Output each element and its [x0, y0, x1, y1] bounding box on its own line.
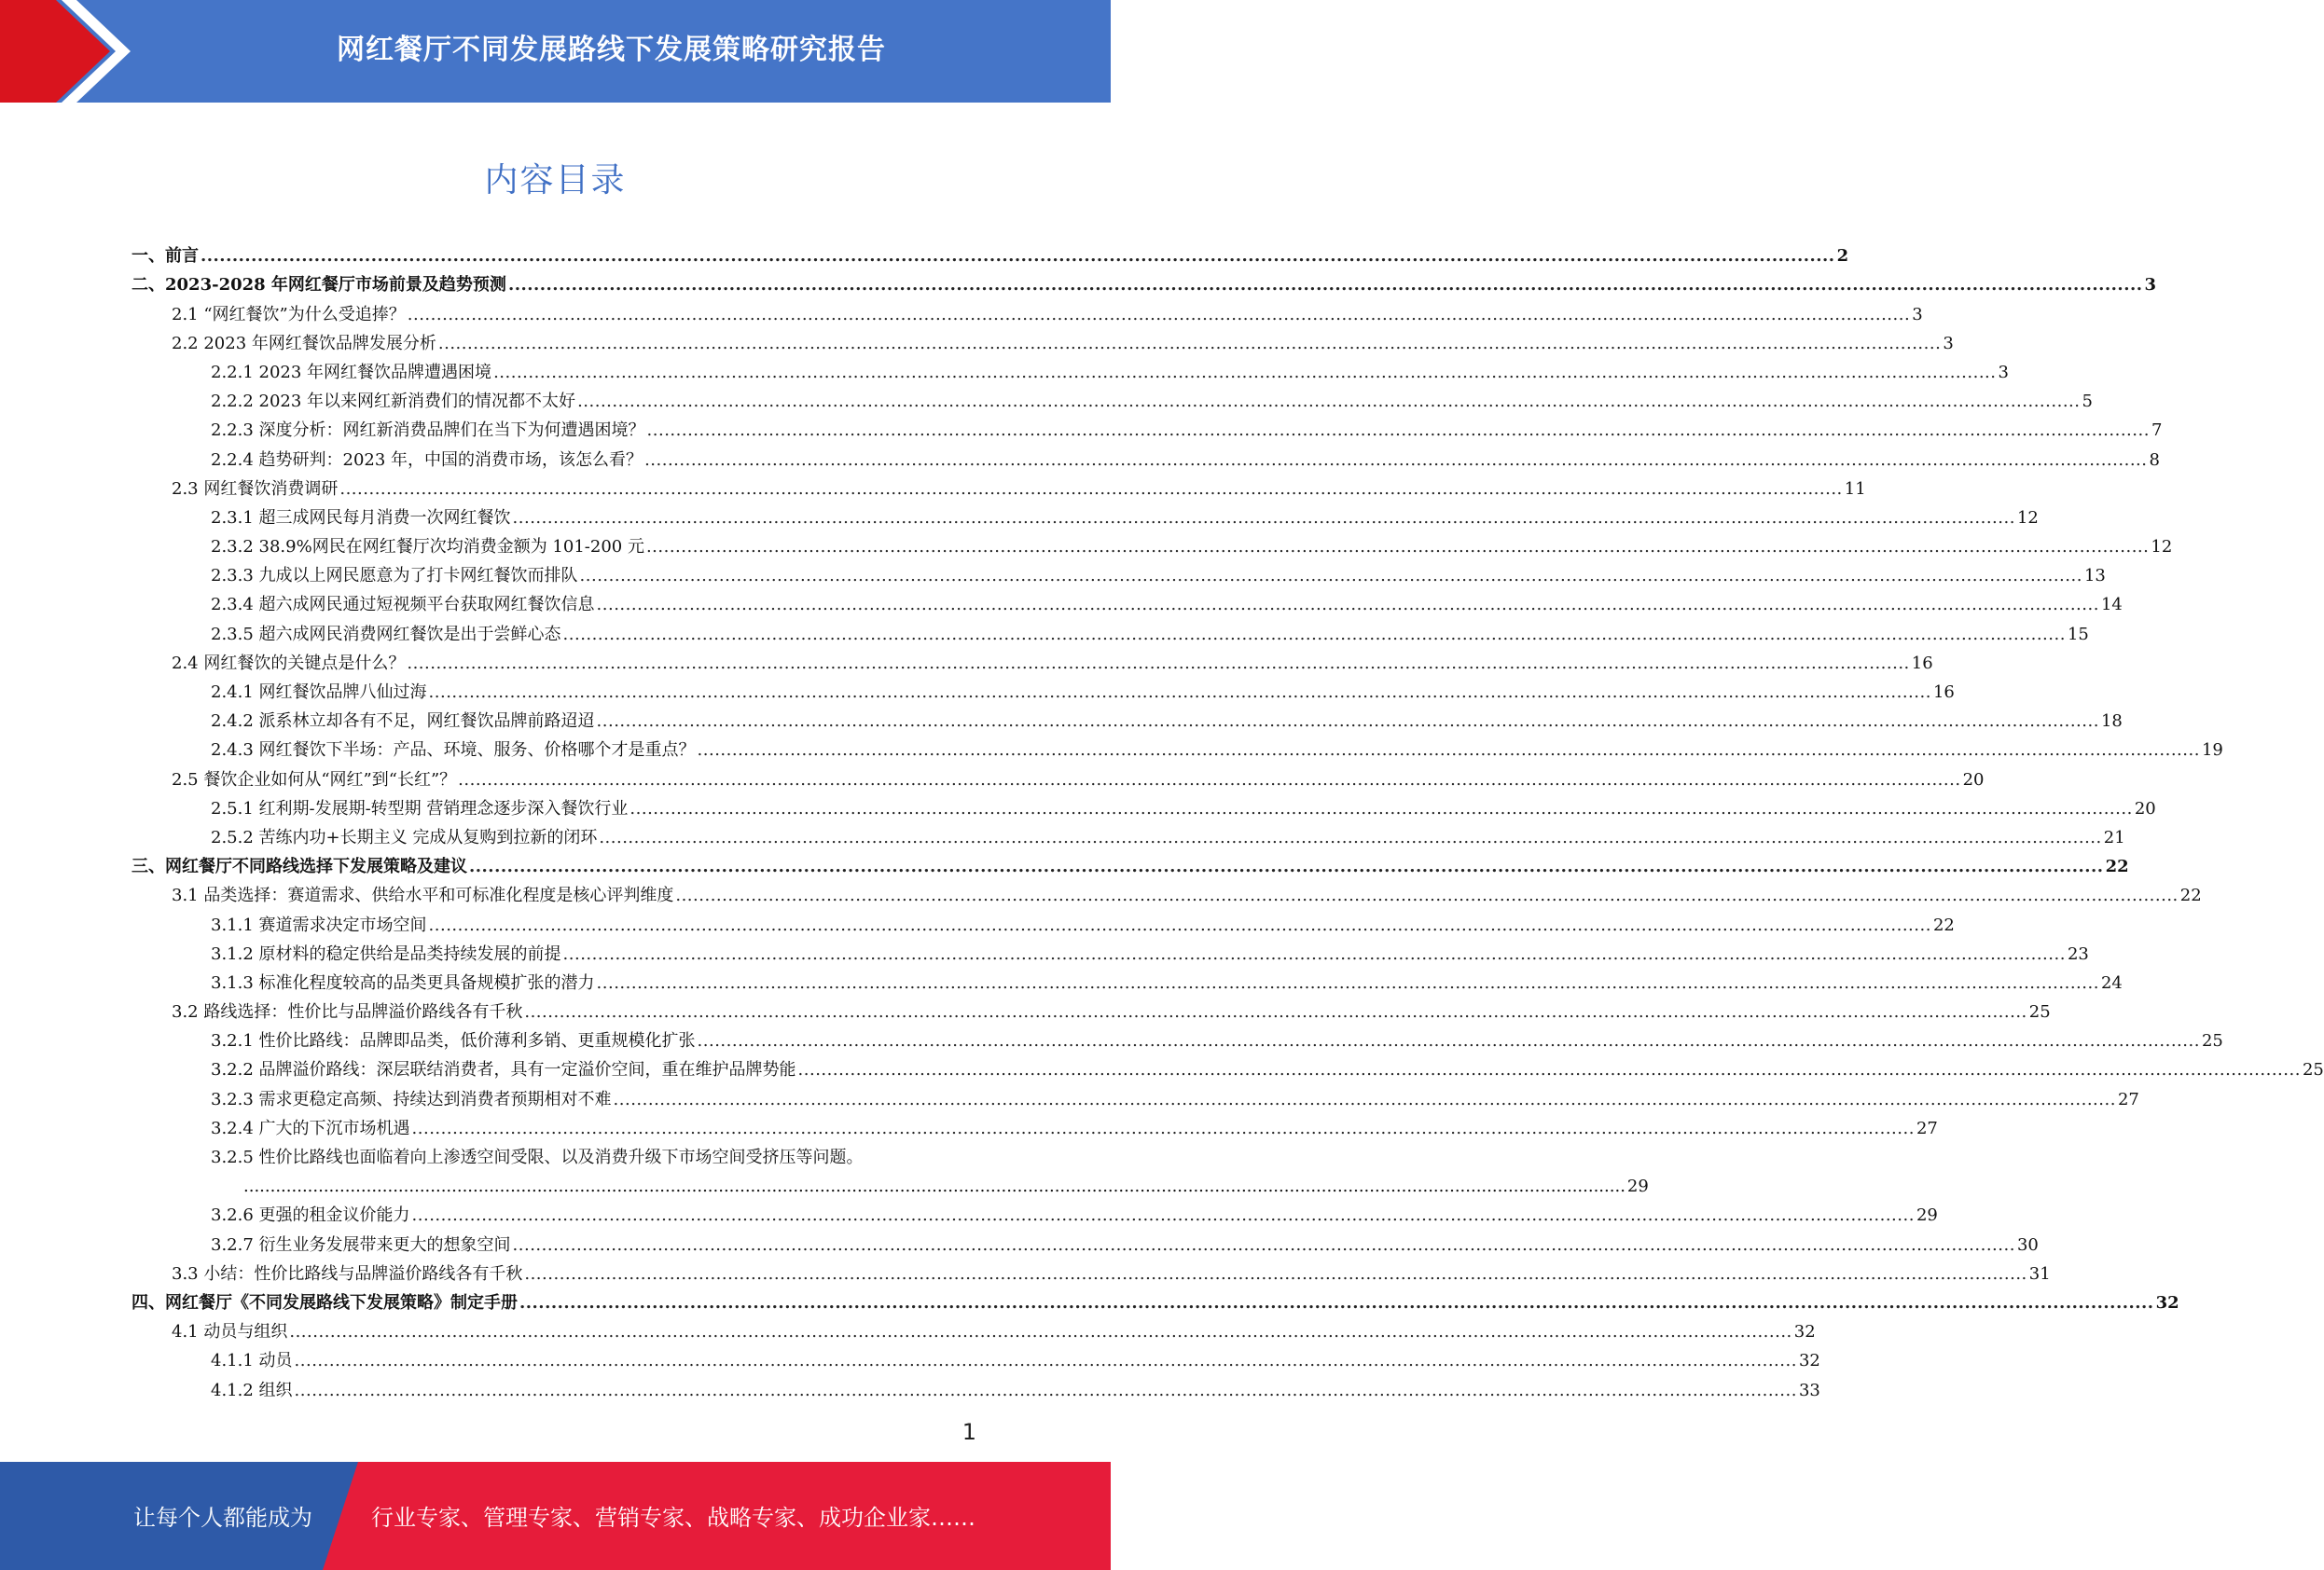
toc-entry-title: 2.4.3 网红餐饮下半场：产品、环境、服务、价格哪个才是重点？ — [211, 740, 696, 761]
toc-entry[interactable] — [131, 1052, 2324, 1081]
toc-dot-leader — [698, 740, 2200, 761]
toc-dot-leader — [339, 479, 1842, 500]
toc-entry-page: 12 — [2016, 507, 2039, 528]
toc-entry[interactable] — [131, 615, 2089, 644]
footer-slogan-left: 让每个人都能成为 — [133, 1505, 312, 1531]
toc-entry-page: 21 — [2103, 827, 2125, 847]
toc-entry[interactable] — [131, 761, 1985, 790]
toc-entry-title: 3.1.1 赛道需求决定市场空间 — [211, 915, 427, 935]
toc-entry[interactable] — [131, 471, 1866, 500]
toc-dot-leader — [201, 246, 1835, 267]
toc-dot-leader — [629, 799, 2132, 819]
toc-entry[interactable] — [131, 1371, 1820, 1400]
toc-entry-page: 32 — [1798, 1351, 1820, 1371]
toc-entry-title: 3.2 路线选择：性价比与品牌溢价路线各有千秋 — [172, 1002, 523, 1023]
toc-entry-title: 2.2.2 2023 年以来网红新消费们的情况都不太好 — [211, 392, 576, 412]
red-chevron-decoration — [0, 0, 149, 103]
toc-heading: 内容目录 — [484, 161, 627, 200]
toc-entry-page: 31 — [2028, 1263, 2051, 1284]
toc-dot-leader — [647, 420, 2150, 441]
toc-entry[interactable] — [131, 906, 1955, 935]
footer-slogan-right: 行业专家、管理专家、营销专家、战略专家、成功企业家…… — [371, 1505, 975, 1531]
toc-entry-page: 27 — [2117, 1089, 2139, 1109]
toc-entry[interactable] — [131, 238, 1849, 267]
toc-entry-title: 2.5.2 苦练内功+长期主义 完成从复购到拉新的闭环 — [211, 827, 598, 847]
toc-entry[interactable] — [131, 1285, 2179, 1314]
toc-entry-page: 25 — [2302, 1060, 2324, 1081]
toc-dot-leader — [698, 1031, 2200, 1052]
toc-entry-continuation — [131, 1168, 1649, 1197]
toc-entry[interactable] — [131, 1226, 2039, 1255]
toc-entry-page: 29 — [1916, 1205, 1938, 1226]
toc-entry-title: 2.3.1 超三成网民每月消费一次网红餐饮 — [211, 507, 511, 528]
toc-entry-page: 12 — [2151, 537, 2173, 558]
toc-dot-leader — [289, 1322, 1791, 1343]
toc-entry-page: 33 — [1798, 1380, 1820, 1400]
toc-entry-title: 3.2.3 需求更稳定高频、持续达到消费者预期相对不难 — [211, 1089, 612, 1109]
toc-entry-title: 一、前言 — [131, 246, 199, 267]
toc-entry-title: 4.1.2 组织 — [211, 1380, 293, 1400]
toc-entry-page: 22 — [2179, 886, 2202, 906]
toc-dot-leader — [438, 334, 1941, 354]
toc-entry[interactable] — [131, 441, 2160, 470]
toc-dot-leader — [597, 711, 2099, 732]
toc-entry[interactable] — [131, 994, 2051, 1023]
toc-entry-page: 32 — [2155, 1292, 2179, 1313]
toc-entry[interactable] — [131, 325, 1954, 354]
toc-entry[interactable] — [131, 819, 2125, 848]
toc-entry[interactable] — [131, 1197, 1938, 1226]
toc-dot-leader — [412, 1119, 1915, 1139]
toc-entry-title: 3.1.2 原材料的稳定供给是品类持续发展的前提 — [211, 943, 561, 964]
toc-entry[interactable] — [131, 703, 2123, 732]
toc-entry-page: 25 — [2201, 1031, 2223, 1052]
toc-entry[interactable] — [131, 267, 2157, 296]
toc-dot-leader — [597, 973, 2099, 994]
toc-entry[interactable] — [131, 1081, 2139, 1109]
toc-entry-title: 3.3 小结：性价比路线与品牌溢价路线各有千秋 — [172, 1263, 523, 1284]
toc-dot-leader — [243, 1177, 1625, 1197]
toc-entry-title: 3.1 品类选择：赛道需求、供给水平和可标准化程度是核心评判维度 — [172, 886, 674, 906]
toc-entry[interactable] — [131, 412, 2163, 441]
toc-entry-title: 二、2023-2028 年网红餐厅市场前景及趋势预测 — [131, 275, 506, 296]
toc-dot-leader — [508, 275, 2143, 296]
toc-dot-leader — [597, 595, 2099, 615]
toc-dot-leader — [577, 392, 2080, 412]
toc-entry-title: 3.1.3 标准化程度较高的品类更具备规模扩张的潜力 — [211, 972, 595, 993]
toc-entry-title: 2.2 2023 年网红餐饮品牌发展分析 — [172, 333, 436, 353]
toc-entry[interactable] — [131, 674, 1955, 703]
toc-dot-leader — [458, 770, 1960, 791]
toc-entry[interactable] — [131, 965, 2123, 994]
toc-entry[interactable] — [131, 1343, 1820, 1371]
toc-entry-page: 7 — [2151, 420, 2163, 441]
toc-entry-title: 3.2.4 广大的下沉市场机遇 — [211, 1118, 410, 1138]
toc-entry[interactable] — [131, 877, 2202, 906]
page-number: 1 — [961, 1419, 976, 1445]
toc-entry-title: 3.2.6 更强的租金议价能力 — [211, 1205, 410, 1226]
toc-entry[interactable] — [131, 645, 1933, 674]
toc-entry-title: 3.2.7 衍生业务发展带来更大的想象空间 — [211, 1234, 511, 1255]
toc-entry[interactable] — [131, 1110, 1938, 1139]
toc-entry-page: 14 — [2100, 595, 2123, 615]
toc-entry[interactable] — [131, 296, 1923, 324]
toc-dot-leader — [469, 857, 2104, 877]
toc-dot-leader — [563, 944, 2066, 965]
toc-entry-page: 16 — [1932, 682, 1955, 702]
toc-entry-title: 4.1 动员与组织 — [172, 1322, 288, 1343]
toc-dot-leader — [408, 305, 1910, 325]
toc-entry-page: 16 — [1911, 653, 1933, 673]
toc-entry[interactable] — [131, 383, 2093, 412]
toc-entry-page: 23 — [2067, 943, 2089, 964]
toc-entry[interactable] — [131, 558, 2106, 586]
toc-entry[interactable] — [131, 936, 2089, 965]
toc-entry-title: 3.2.1 性价比路线：品牌即品类，低价薄利多销、更重规模化扩张 — [211, 1031, 696, 1052]
toc-entry-title: 4.1.1 动员 — [211, 1351, 293, 1371]
toc-entry-page: 3 — [1998, 362, 2009, 382]
toc-entry-page: 3 — [2144, 275, 2157, 296]
toc-dot-leader — [524, 1002, 2027, 1023]
report-title: 网红餐厅不同发展路线下发展策略研究报告 — [337, 34, 886, 66]
toc-dot-leader — [429, 916, 1931, 936]
toc-entry-title: 2.3.5 超六成网民消费网红餐饮是出于尝鲜心态 — [211, 624, 561, 644]
toc-dot-leader — [412, 1205, 1915, 1226]
toc-dot-leader — [513, 508, 2015, 529]
toc-entry[interactable] — [131, 848, 2129, 877]
header-banner — [0, 0, 1111, 103]
toc-entry-title: 2.3.4 超六成网民通过短视频平台获取网红餐饮信息 — [211, 595, 595, 615]
toc-dot-leader — [675, 886, 2178, 906]
toc-entry-title: 2.4.2 派系林立却各有不足，网红餐饮品牌前路迢迢 — [211, 711, 595, 732]
toc-dot-leader — [646, 537, 2149, 558]
toc-entry-page: 20 — [2134, 798, 2156, 819]
toc-dot-leader — [513, 1235, 2015, 1256]
toc-entry[interactable] — [131, 1023, 2223, 1052]
toc-dot-leader — [614, 1090, 2116, 1110]
toc-dot-leader — [798, 1060, 2301, 1081]
toc-entry-page: 32 — [1793, 1322, 1816, 1343]
toc-entry-page: 22 — [1932, 915, 1955, 935]
toc-entry-page: 8 — [2149, 449, 2160, 470]
toc-entry[interactable] — [131, 529, 2173, 558]
toc-entry-title: 2.3 网红餐饮消费调研 — [172, 478, 339, 499]
toc-entry-title: 2.2.1 2023 年网红餐饮品牌遭遇困境 — [211, 362, 492, 382]
toc-entry-page: 3 — [1943, 333, 1954, 353]
toc-entry-page: 18 — [2100, 711, 2123, 732]
toc-entry[interactable] — [131, 1256, 2051, 1285]
toc-entry-title: 三、网红餐厅不同路线选择下发展策略及建议 — [131, 857, 467, 877]
toc-dot-leader — [644, 450, 2147, 471]
toc-entry-title: 2.2.4 趋势研判：2023 年，中国的消费市场，该怎么看？ — [211, 449, 643, 470]
toc-entry-page: 22 — [2105, 857, 2129, 877]
toc-entry-title: 2.5.1 红利期-发展期-转型期 营销理念逐步深入餐饮行业 — [211, 798, 629, 819]
toc-entry-title: 2.5 餐饮企业如何从“网红”到“长红”？ — [172, 769, 457, 790]
toc-dot-leader — [599, 828, 2101, 848]
toc-entry-page: 24 — [2100, 972, 2123, 993]
toc-entry-title: 2.2.3 深度分析：网红新消费品牌们在当下为何遭遇困境？ — [211, 420, 645, 441]
toc-dot-leader — [580, 566, 2082, 586]
toc-dot-leader — [295, 1351, 1797, 1371]
toc-dot-leader — [407, 654, 1909, 674]
toc-entry-page: 3 — [1912, 304, 1923, 324]
toc-entry-page: 30 — [2016, 1234, 2039, 1255]
toc-entry-title: 四、网红餐厅《不同发展路线下发展策略》制定手册 — [131, 1292, 518, 1313]
toc-dot-leader — [563, 625, 2066, 645]
table-of-contents — [131, 238, 2324, 1401]
toc-entry[interactable] — [131, 354, 2009, 383]
toc-entry-page: 5 — [2082, 392, 2093, 412]
toc-entry[interactable] — [131, 1314, 1816, 1343]
toc-entry-page: 29 — [1626, 1177, 1649, 1197]
footer-banner — [0, 1462, 1111, 1570]
toc-dot-leader — [429, 682, 1931, 703]
toc-dot-leader — [524, 1264, 2027, 1285]
toc-dot-leader — [295, 1381, 1797, 1401]
toc-entry-title: 2.3.2 38.9%网民在网红餐厅次均消费金额为 101-200 元 — [211, 537, 644, 558]
toc-entry-title: 2.3.3 九成以上网民愿意为了打卡网红餐饮而排队 — [211, 566, 578, 586]
toc-entry[interactable] — [131, 732, 2223, 761]
toc-entry-page: 11 — [1844, 478, 1866, 499]
toc-entry-title: 3.2.5 性价比路线也面临着向上渗透空间受限、以及消费升级下市场空间受挤压等问题。 — [211, 1148, 864, 1167]
toc-entry-page: 20 — [1962, 769, 1985, 790]
toc-entry-page: 13 — [2083, 566, 2106, 586]
toc-entry-title: 2.4 网红餐饮的关键点是什么？ — [172, 653, 406, 673]
toc-entry-page: 19 — [2201, 740, 2223, 761]
toc-entry-title: 3.2.2 品牌溢价路线：深层联结消费者，具有一定溢价空间，重在维护品牌势能 — [211, 1060, 796, 1081]
toc-dot-leader — [519, 1293, 2154, 1314]
toc-entry-title: 2.4.1 网红餐饮品牌八仙过海 — [211, 682, 427, 702]
toc-entry-page: 2 — [1836, 246, 1849, 267]
toc-entry-page: 27 — [1916, 1118, 1938, 1138]
toc-dot-leader — [493, 363, 1996, 383]
toc-entry[interactable] — [131, 500, 2039, 529]
toc-entry-title: 2.1 “网红餐饮”为什么受追捧？ — [172, 304, 406, 324]
toc-entry[interactable] — [131, 586, 2123, 615]
toc-entry-wrapped[interactable] — [131, 1139, 977, 1168]
toc-entry-page: 25 — [2028, 1002, 2051, 1023]
toc-entry-page: 15 — [2067, 624, 2089, 644]
toc-entry[interactable] — [131, 791, 2156, 819]
